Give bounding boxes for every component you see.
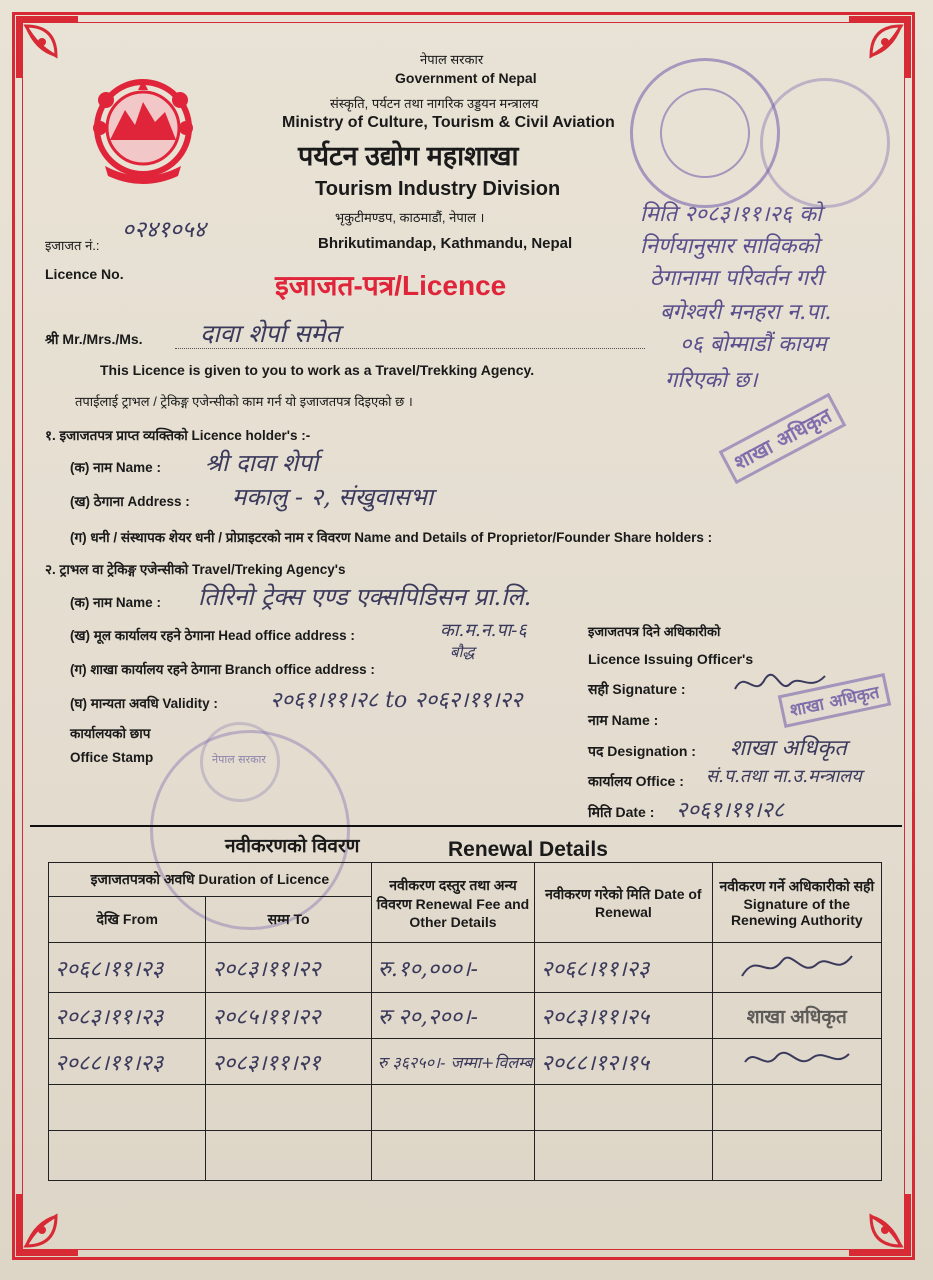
annotation-line-5: ०६ बोम्माडौं कायम [680,332,827,357]
holder-label: श्री Mr./Mrs./Ms. [45,331,143,347]
s2-validity-value: २०६१।११।२८ to २०६२।११।२२ [270,688,523,713]
row-to: २०८३।११।२१ [206,1039,371,1085]
corner-ornament-icon [845,12,915,82]
ministry-np: संस्कृति, पर्यटन तथा नागरिक उड्डयन मन्त्रालय [330,96,539,111]
header-date: नवीकरण गरेको मिति Date of Renewal [535,863,712,943]
renewal-signature-icon [737,1042,857,1078]
officer-designation-label: पद Designation : [588,743,696,759]
office-seal-text: नेपाल सरकार [212,753,266,766]
annotation-line-6: गरिएको छ। [665,368,758,393]
division-en: Tourism Industry Division [315,178,561,200]
licence-no-label-en: Licence No. [45,266,124,282]
gov-en: Government of Nepal [395,70,537,86]
renewal-signature-icon [737,946,857,986]
s2-head-value: का.म.न.पा-६ [440,620,527,641]
address-np: भृकुटीमण्डप, काठमाडौं, नेपाल । [335,210,485,225]
annotation-line-1: मिति २०८३।११।२६ को [640,202,822,227]
row-from: २०८३।११।२३ [49,993,206,1039]
row-from: २०६८।११।२३ [49,943,206,993]
officer-heading-en: Licence Issuing Officer's [588,651,754,667]
row-to: २०८५।११।२२ [206,993,371,1039]
department-seal-stamp [760,78,890,208]
officer-office-label: कार्यालय Office : [588,773,684,789]
s2-name-label: (क) नाम Name : [70,595,161,610]
corner-ornament-icon [845,1190,915,1260]
officer-name-label: नाम Name : [588,712,659,728]
row-date: २०८८।१२।१५ [535,1039,712,1085]
shakha-adhikrit-stamp: शाखा अधिकृत [719,393,847,484]
address-en: Bhrikutimandap, Kathmandu, Nepal [318,235,573,252]
gov-np: नेपाल सरकार [420,52,484,67]
renewal-title-en: Renewal Details [448,838,608,861]
officer-designation-value: शाखा अधिकृत [730,736,847,761]
row-signature [712,943,881,993]
annotation-line-3: ठेगानामा परिवर्तन गरी [650,266,823,291]
s1-name-value: श्री दावा शेर्पा [205,449,319,477]
holder-value: दावा शेर्पा समेत [200,319,340,348]
s2-name-value: तिरिनो ट्रेक्स एण्ड एक्सपिडिसन प्रा.लि. [198,583,532,611]
s2-head-value-2: बौद्ध [450,643,475,661]
table-row [49,1131,882,1181]
corner-ornament-icon [12,12,82,82]
section-divider [30,825,902,827]
intro-np: तपाईलाई ट्राभल / ट्रेकिङ्ग एजेन्सीको काम गर्न यो इजाजतपत्र दिइएको छ । [75,394,413,409]
row-signature [712,1039,881,1085]
table-row [49,1039,882,1085]
officer-office-value: सं.प.तथा ना.उ.मन्त्रालय [706,766,862,787]
licence-no-label-np: इजाजत नं.: [45,238,100,253]
renewal-table [48,862,882,1181]
row-fee: रु २०,२००।- [371,993,534,1039]
renewal-title-np: नवीकरणको विवरण [225,836,360,857]
ministry-seal-stamp-inner [660,88,750,178]
annotation-line-2: निर्णयानुसार साविकको [640,234,820,259]
annotation-line-4: बगेश्वरी मनहरा न.पा. [660,300,832,325]
section1-heading: १. इजाजतपत्र प्राप्त व्यक्तिको Licence holder's :- [45,428,311,443]
s2-head-label: (ख) मूल कार्यालय रहने ठेगाना Head office address : [70,628,355,643]
page-title: इजाजत-पत्र/Licence [275,270,507,301]
s1-address-value: मकालु - २, संखुवासभा [232,483,434,511]
row-date: २०८३।११।२५ [535,993,712,1039]
row-fee: रु ३६२५०।- जम्मा+विलम्ब [371,1039,534,1085]
header-fee: नवीकरण दस्तुर तथा अन्य विवरण Renewal Fee and Other Details [371,863,534,943]
office-stamp-label-np: कार्यालयको छाप [70,726,151,741]
s2-validity-label: (घ) मान्यता अवधि Validity : [70,696,218,711]
header-to: सम्म To [206,897,371,943]
row-to: २०८३।११।२२ [206,943,371,993]
row-date: २०६८।११।२३ [535,943,712,993]
officer-date-label: मिति Date : [588,804,655,820]
s1-proprietor-label: (ग) धनी / संस्थापक शेयर धनी / प्रोप्राइटरको नाम र विवरण Name and Details of Proprietor/Founder Share holders : [70,530,713,545]
row-from: २०८८।११।२३ [49,1039,206,1085]
s2-branch-label: (ग) शाखा कार्यालय रहने ठेगाना Branch office address : [70,662,375,677]
table-row [49,1085,882,1131]
header-duration: इजाजतपत्रको अवधि Duration of Licence [49,863,372,897]
header-signature: नवीकरण गर्ने अधिकारीको सही Signature of the Renewing Authority [712,863,881,943]
licence-no-value: ०२४१०५४ [122,217,206,243]
table-row [49,993,882,1039]
corner-ornament-icon [12,1190,82,1260]
officer-date-value: २०६१।११।२८ [676,798,785,823]
officer-stamp: शाखा अधिकृत [778,673,891,728]
section2-heading: २. ट्राभल वा ट्रेकिङ्ग एजेन्सीको Travel/Treking Agency's [45,562,346,577]
s1-address-label: (ख) ठेगाना Address : [70,494,190,509]
s1-name-label: (क) नाम Name : [70,460,161,475]
nepal-emblem-icon [80,70,206,192]
ministry-en: Ministry of Culture, Tourism & Civil Aviation [282,114,615,131]
office-stamp-label-en: Office Stamp [70,750,154,765]
division-np: पर्यटन उद्योग महाशाखा [298,141,519,171]
header-from: देखि From [49,897,206,943]
table-row [49,943,882,993]
row-fee: रु.१०,०००।- [371,943,534,993]
row-signature: शाखा अधिकृत [712,993,881,1039]
intro-en: This Licence is given to you to work as a Travel/Trekking Agency. [100,362,535,378]
officer-heading-np: इजाजतपत्र दिने अधिकारीको [588,624,721,639]
officer-signature-label: सही Signature : [588,681,686,697]
